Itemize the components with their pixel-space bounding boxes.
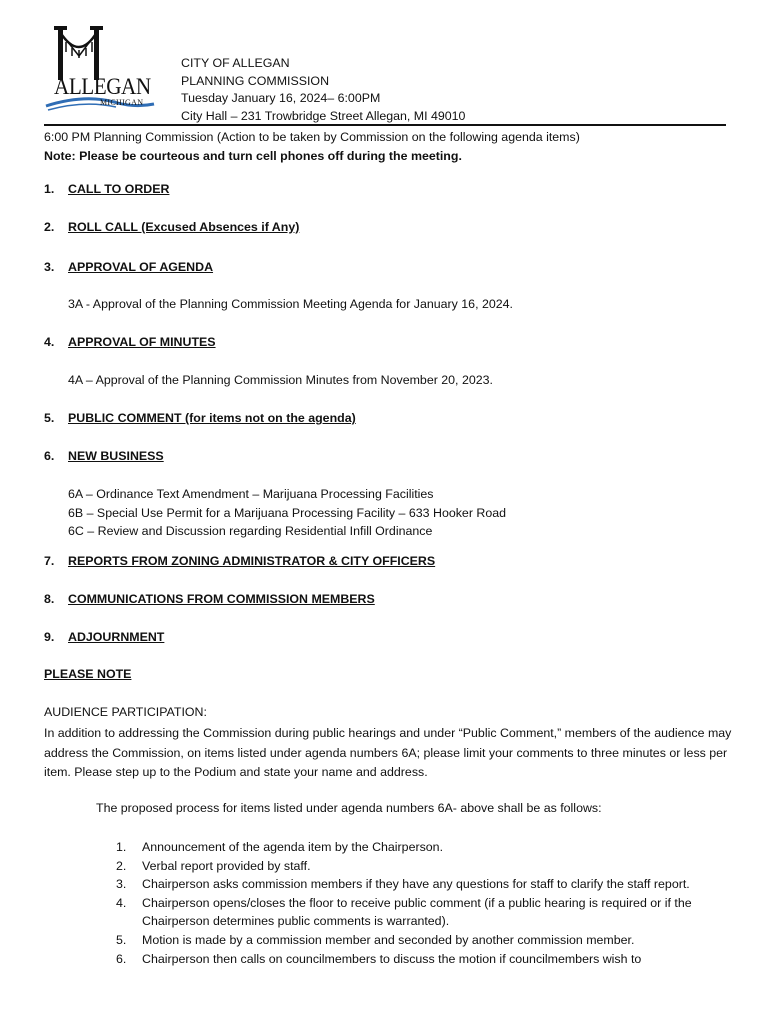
agenda-subitem-6a: 6A – Ordinance Text Amendment – Marijuana Processing Facilities xyxy=(68,487,434,501)
step-number: 5. xyxy=(116,932,127,947)
agenda-item-number: 2. xyxy=(44,220,55,234)
process-intro: The proposed process for items listed under agenda numbers 6A- above shall be as follows: xyxy=(96,801,602,815)
agenda-item-approval-of-minutes xyxy=(44,335,216,349)
agenda-subitem-6b: 6B – Special Use Permit for a Marijuana Processing Facility – 633 Hooker Road xyxy=(68,506,507,520)
city-logo xyxy=(44,22,156,114)
intro-block xyxy=(44,128,580,165)
intro-line: 6:00 PM Planning Commission (Action to be taken by Commission on the following agenda items) xyxy=(44,130,580,144)
process-steps xyxy=(116,838,736,968)
agenda-item-title: APPROVAL OF MINUTES xyxy=(68,335,216,349)
step-number: 1. xyxy=(116,840,127,854)
process-step xyxy=(116,838,736,857)
agenda-item-title: ROLL CALL (Excused Absences if Any) xyxy=(68,220,300,234)
agenda-item-approval-of-agenda xyxy=(44,260,213,274)
agenda-item-number: 1. xyxy=(44,182,55,196)
agenda-item-public-comment xyxy=(44,411,356,425)
step-text: Announcement of the agenda item by the Chairperson. xyxy=(142,840,444,854)
intro-note: Note: Please be courteous and turn cell phones off during the meeting. xyxy=(44,148,462,163)
please-note-heading: PLEASE NOTE xyxy=(44,667,132,681)
header-date-time: Tuesday January 16, 2024– 6:00PM xyxy=(181,91,381,105)
process-step xyxy=(116,950,736,969)
agenda-item-new-business xyxy=(44,449,164,463)
process-step xyxy=(116,931,736,950)
agenda-header xyxy=(181,55,465,125)
agenda-item-title: NEW BUSINESS xyxy=(68,449,164,463)
agenda-item-adjournment xyxy=(44,630,164,644)
agenda-item-reports xyxy=(44,554,435,568)
audience-heading: AUDIENCE PARTICIPATION: xyxy=(44,705,207,719)
agenda-item-number: 6. xyxy=(44,449,55,463)
header-divider xyxy=(44,124,726,126)
agenda-subitem-4a: 4A – Approval of the Planning Commission Minutes from November 20, 2023. xyxy=(68,373,493,387)
agenda-item-roll-call xyxy=(44,220,299,234)
agenda-item-title: CALL TO ORDER xyxy=(68,182,170,196)
agenda-item-number: 7. xyxy=(44,554,55,568)
step-text: Verbal report provided by staff. xyxy=(142,858,311,873)
agenda-item-call-to-order xyxy=(44,182,169,196)
header-location: City Hall – 231 Trowbridge Street Allegan, MI 49010 xyxy=(181,108,466,123)
agenda-item-title: PUBLIC COMMENT (for items not on the agenda) xyxy=(68,411,356,425)
step-number: 4. xyxy=(116,895,127,910)
agenda-item-title: APPROVAL OF AGENDA xyxy=(68,260,214,274)
agenda-item-number: 8. xyxy=(44,592,55,606)
agenda-item-title: ADJOURNMENT xyxy=(68,630,165,644)
agenda-item-title: COMMUNICATIONS FROM COMMISSION MEMBERS xyxy=(68,592,375,606)
agenda-item-title: REPORTS FROM ZONING ADMINISTRATOR & CITY OFFICERS xyxy=(68,554,436,568)
logo-subtitle: MICHIGAN xyxy=(100,98,144,107)
agenda-subitem-6c: 6C – Review and Discussion regarding Residential Infill Ordinance xyxy=(68,524,433,538)
step-text: Chairperson asks commission members if they have any questions for staff to clarify the staff report. xyxy=(142,877,690,892)
step-number: 2. xyxy=(116,858,127,873)
step-text: Motion is made by a commission member and seconded by another commission member. xyxy=(142,932,635,947)
process-step xyxy=(116,894,736,931)
process-step xyxy=(116,857,736,876)
agenda-item-number: 9. xyxy=(44,630,55,644)
agenda-item-number: 5. xyxy=(44,411,55,425)
process-step xyxy=(116,875,736,894)
step-text: Chairperson opens/closes the floor to receive public comment (if a public hearing is required or if the Chairperson determines public comments is warranted). xyxy=(142,895,692,929)
agenda-item-number: 3. xyxy=(44,260,55,274)
logo-wordmark: ALLEGAN xyxy=(54,74,151,99)
agenda-item-communications xyxy=(44,592,375,606)
audience-body: In addition to addressing the Commission during public hearings and under “Public Comment,” members of the audience may address the Commission, on items listed under agenda numbers 6A; please limit your comments to three minutes or less per item. Please step up to the Podium and state your name and address. xyxy=(44,726,732,779)
step-text: Chairperson then calls on councilmembers to discuss the motion if councilmembers wish to xyxy=(142,951,642,966)
header-body: PLANNING COMMISSION xyxy=(181,73,330,88)
step-number: 6. xyxy=(116,951,127,966)
header-city: CITY OF ALLEGAN xyxy=(181,56,290,70)
step-number: 3. xyxy=(116,877,127,892)
agenda-item-number: 4. xyxy=(44,335,55,349)
agenda-subitem-3a: 3A - Approval of the Planning Commission Meeting Agenda for January 16, 2024. xyxy=(68,297,513,311)
